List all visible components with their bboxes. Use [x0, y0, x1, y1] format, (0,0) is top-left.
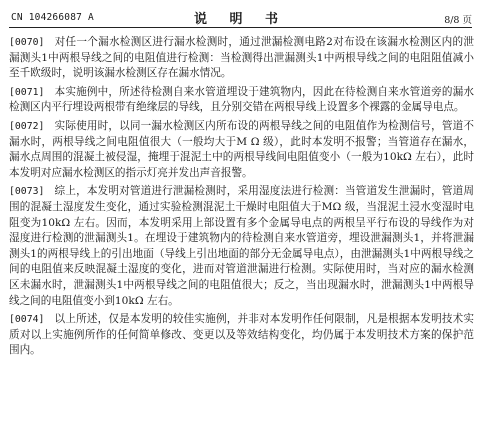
paragraph-number: [0071] — [9, 86, 45, 98]
paragraph-number: [0070] — [9, 37, 45, 48]
paragraph-0074 — [9, 312, 474, 359]
paragraph-0073 — [9, 184, 474, 309]
paragraph-text: 本实施例中，所述待检测自来水管道埋设于建筑物内，因此在待检测自来水管道旁的漏水检测区内平行埋设两根带有绝缘层的导线，且分别交错在两根导线上设置多个裸露的金属导电点。 — [9, 85, 474, 114]
paragraph-number: [0073] — [9, 186, 45, 198]
paragraph-0071 — [9, 85, 474, 116]
document-title: 说 明 书 — [193, 12, 288, 27]
paragraph-number: [0074] — [9, 314, 45, 326]
paragraph-text: 实际使用时，以同一漏水检测区内所布设的两根导线之间的电阻值作为检测信号，管道不漏水时，两根导线之间电阻值很大（一般均大于M Ω 级），此时本发明不报警；当管道存在漏水，漏水点周围的混凝土被侵湿，掩埋于混泥土中的两根导线间电阻值变小（一般为10kΩ 左右），此时本发明对应漏水检测区的指示灯亮并发出声音报警。 — [9, 119, 474, 179]
document-number: CN 104266087 A — [11, 12, 94, 23]
paragraph-0072 — [9, 119, 474, 181]
paragraph-number: [0072] — [9, 120, 45, 132]
header-divider — [9, 27, 472, 28]
paragraph-text: 对任一个漏水检测区进行漏水检测时，通过泄漏检测电路2对布设在该漏水检测区内的泄漏测头1中两根导线之间的电阻值进行检测：当检测得出泄漏测头1中两根导线之间的电阻阻值减小至千欧级时，说明该漏水检测区存在漏水情况。 — [9, 36, 474, 80]
page-header — [9, 5, 472, 27]
paragraph-text: 以上所述，仅是本发明的较佳实施例，并非对本发明作任何限制，凡是根据本发明技术实质对以上实施例所作的任何简单修改、变更以及等效结构变化，均仍属于本发明技术方案的保护范围内。 — [9, 313, 474, 357]
page-number: 8/8 页 — [444, 15, 472, 26]
document-body — [9, 35, 474, 362]
paragraph-text: 综上，本发明对管道进行泄漏检测时，采用湿度法进行检测：当管道发生泄漏时，管道周围的混凝土湿度发生变化，通过实验检测混泥土干燥时电阻值大于MΩ 级，当混泥土浸水变湿时电阻变为10kΩ 左右。因而，本发明采用上部设置有多个金属导电点的两根呈平行布设的导线作为对湿度进行检测的泄漏测头1。在埋设于建筑物内的待检测自来水管道旁，埋设泄漏测头1，并将泄漏测头1的两根导线上的引出地面（导线上引出地面的部分无金属导电点），由泄漏测头1中两根导线之间的电阻值来反映混凝土湿度的变化，进而对管道泄漏进行检测。实际使用时，当对应的漏水检测区未漏水时，泄漏测头1中两根导线之间的电阻值很大；反之，当出现漏水时，泄漏测头1中两根导线之间的电阻值变小到10kΩ 左右。 — [9, 185, 474, 307]
paragraph-0070 — [9, 35, 474, 82]
